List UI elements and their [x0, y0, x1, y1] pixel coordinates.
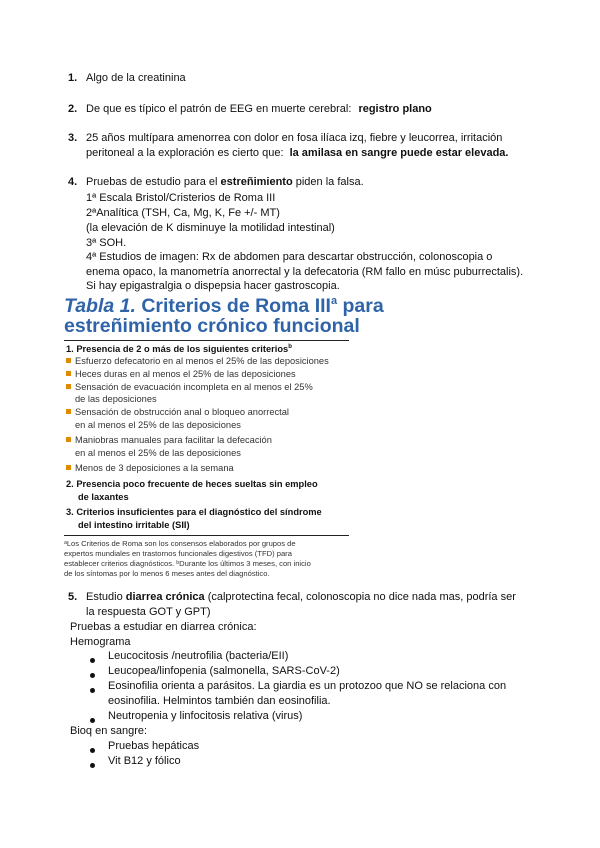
q4-line: (la elevación de K disminuye la motilidad intestinal)	[86, 222, 335, 234]
bullet-dot-icon	[90, 654, 95, 666]
hemograma-heading: Hemograma	[70, 636, 131, 648]
question-2-prompt: De que es típico el patrón de EEG en muerte cerebral:	[86, 103, 352, 115]
question-3-prompt: peritoneal a la exploración es cierto que:	[86, 147, 284, 159]
table-footnote: ᵃLos Criterios de Roma son los consensos elaborados por grupos de	[64, 539, 296, 548]
question-5-line2: la respuesta GOT y GPT)	[86, 606, 211, 618]
question-4-number: 4.	[68, 176, 78, 188]
question-2-text	[86, 103, 432, 115]
table-item-text: Sensación de obstrucción anal o bloqueo anorrectal	[75, 407, 289, 417]
question-1-number: 1.	[68, 72, 78, 84]
q4-line: 1ª Escala Bristol/Cristerios de Roma III	[86, 192, 276, 204]
table-item-text: Menos de 3 deposiciones a la semana	[75, 463, 234, 473]
bullet-square-icon	[66, 371, 71, 376]
question-5-title	[86, 591, 516, 603]
question-1-text: Algo de la creatinina	[86, 72, 186, 84]
bioq-item: Pruebas hepáticas	[108, 740, 200, 752]
table-item	[66, 369, 296, 379]
bullet-square-icon	[66, 358, 71, 363]
bullet-dot-icon	[90, 759, 95, 771]
table-footnote: establecer criterios diagnósticos. ᵇDurante los últimos 3 meses, con inicio	[64, 559, 311, 568]
table-header-1-text: 1. Presencia de 2 o más de los siguientes criterios	[66, 344, 289, 355]
table-header-1-sup: b	[288, 344, 292, 350]
table-top-rule	[64, 340, 349, 341]
table-item-text: Sensación de evacuación incompleta en al menos el 25%	[75, 382, 313, 392]
bullet-dot-icon	[90, 669, 95, 681]
question-5-pruebas: Pruebas a estudiar en diarrea crónica:	[70, 621, 257, 633]
table-header-3-cont: del intestino irritable (SII)	[78, 520, 190, 530]
question-4-title	[86, 176, 364, 188]
question-5-bold: diarrea crónica	[125, 591, 205, 603]
hemo-item: Leucocitosis /neutrofilia (bacteria/EII)	[108, 650, 289, 662]
table-header-1	[66, 344, 292, 354]
table-item	[66, 382, 313, 392]
table-footnote: expertos mundiales en trastornos funcionales digestivos (TFD) para	[64, 549, 292, 558]
question-3-answer: la amilasa en sangre puede estar elevada.	[289, 147, 509, 159]
table-item	[66, 407, 289, 417]
bullet-square-icon	[66, 465, 71, 470]
question-4-pre: Pruebas de estudio para el	[86, 176, 218, 188]
hemo-item: Eosinofilia orienta a parásitos. La giardia es un protozoo que NO se relaciona con	[108, 680, 507, 692]
q4-line: Si hay epigastralgia o dispepsia hacer gastroscopia.	[86, 280, 340, 292]
table-item	[66, 435, 272, 445]
q4-line: enema opaco, la manometría anorrectal y la defecatoria (RM fallo en músc puburrectalis).	[86, 266, 524, 278]
table-footnote: de los síntomas por lo menos 6 meses antes del diagnóstico.	[64, 569, 270, 578]
q4-line: 2ªAnalítica (TSH, Ca, Mg, K, Fe +/- MT)	[86, 207, 280, 219]
question-4-bold: estreñimiento	[220, 176, 293, 188]
table-item-text: Esfuerzo defecatorio en al menos el 25% de las deposiciones	[75, 356, 329, 366]
hemo-item: Leucopea/linfopenia (salmonella, SARS-CoV-2)	[108, 665, 340, 677]
table-title-rest: Criterios de Roma III	[141, 295, 331, 317]
table-header-2: 2. Presencia poco frecuente de heces sueltas sin empleo	[66, 479, 318, 489]
table-item	[66, 356, 329, 366]
table-header-2-cont: de laxantes	[78, 492, 129, 502]
table-title-para: para	[342, 295, 384, 317]
table-item-text: Heces duras en al menos el 25% de las deposiciones	[75, 369, 296, 379]
hemo-item: Neutropenia y linfocitosis relativa (virus)	[108, 710, 303, 722]
table-item-cont: en al menos el 25% de las deposiciones	[75, 420, 241, 430]
bioq-heading: Bioq en sangre:	[70, 725, 148, 737]
question-5-number: 5.	[68, 591, 78, 603]
bioq-item: Vit B12 y fólico	[108, 755, 181, 767]
question-3-line2	[86, 147, 508, 159]
hemo-item-cont: eosinofilia. Helmintos también dan eosinofilia.	[108, 695, 331, 707]
q4-line: 3ª SOH.	[86, 237, 127, 249]
bullet-square-icon	[66, 437, 71, 442]
bullet-dot-icon	[90, 684, 95, 696]
table-header-3: 3. Criterios insuficientes para el diagnóstico del síndrome	[66, 507, 322, 517]
table-item	[66, 463, 234, 473]
table-title-sup: a	[330, 295, 338, 307]
bullet-square-icon	[66, 384, 71, 389]
question-3-line1: 25 años multípara amenorrea con dolor en fosa ilíaca izq, fiebre y leucorrea, irritación	[86, 132, 503, 144]
bullet-square-icon	[66, 409, 71, 414]
table-bottom-rule	[64, 535, 349, 536]
q4-line: 4ª Estudios de imagen: Rx de abdomen para descartar obstrucción, colonoscopia o	[86, 251, 493, 263]
question-4-post: piden la falsa.	[295, 176, 364, 188]
question-3-number: 3.	[68, 132, 78, 144]
table-item-text: Maniobras manuales para facilitar la defecación	[75, 435, 272, 445]
table-item-cont: de las deposiciones	[75, 394, 157, 404]
bullet-dot-icon	[90, 744, 95, 756]
question-2-number: 2.	[68, 103, 78, 115]
table-title-tab: Tabla 1.	[64, 295, 136, 317]
question-5-pre: Estudio	[86, 591, 123, 603]
table-item-cont: en al menos el 25% de las deposiciones	[75, 448, 241, 458]
table-title-line2: estreñimiento crónico funcional	[64, 315, 360, 337]
question-5-post: (calprotectina fecal, colonoscopia no dice nada mas, podría ser	[207, 591, 516, 603]
question-2-answer: registro plano	[358, 103, 432, 115]
